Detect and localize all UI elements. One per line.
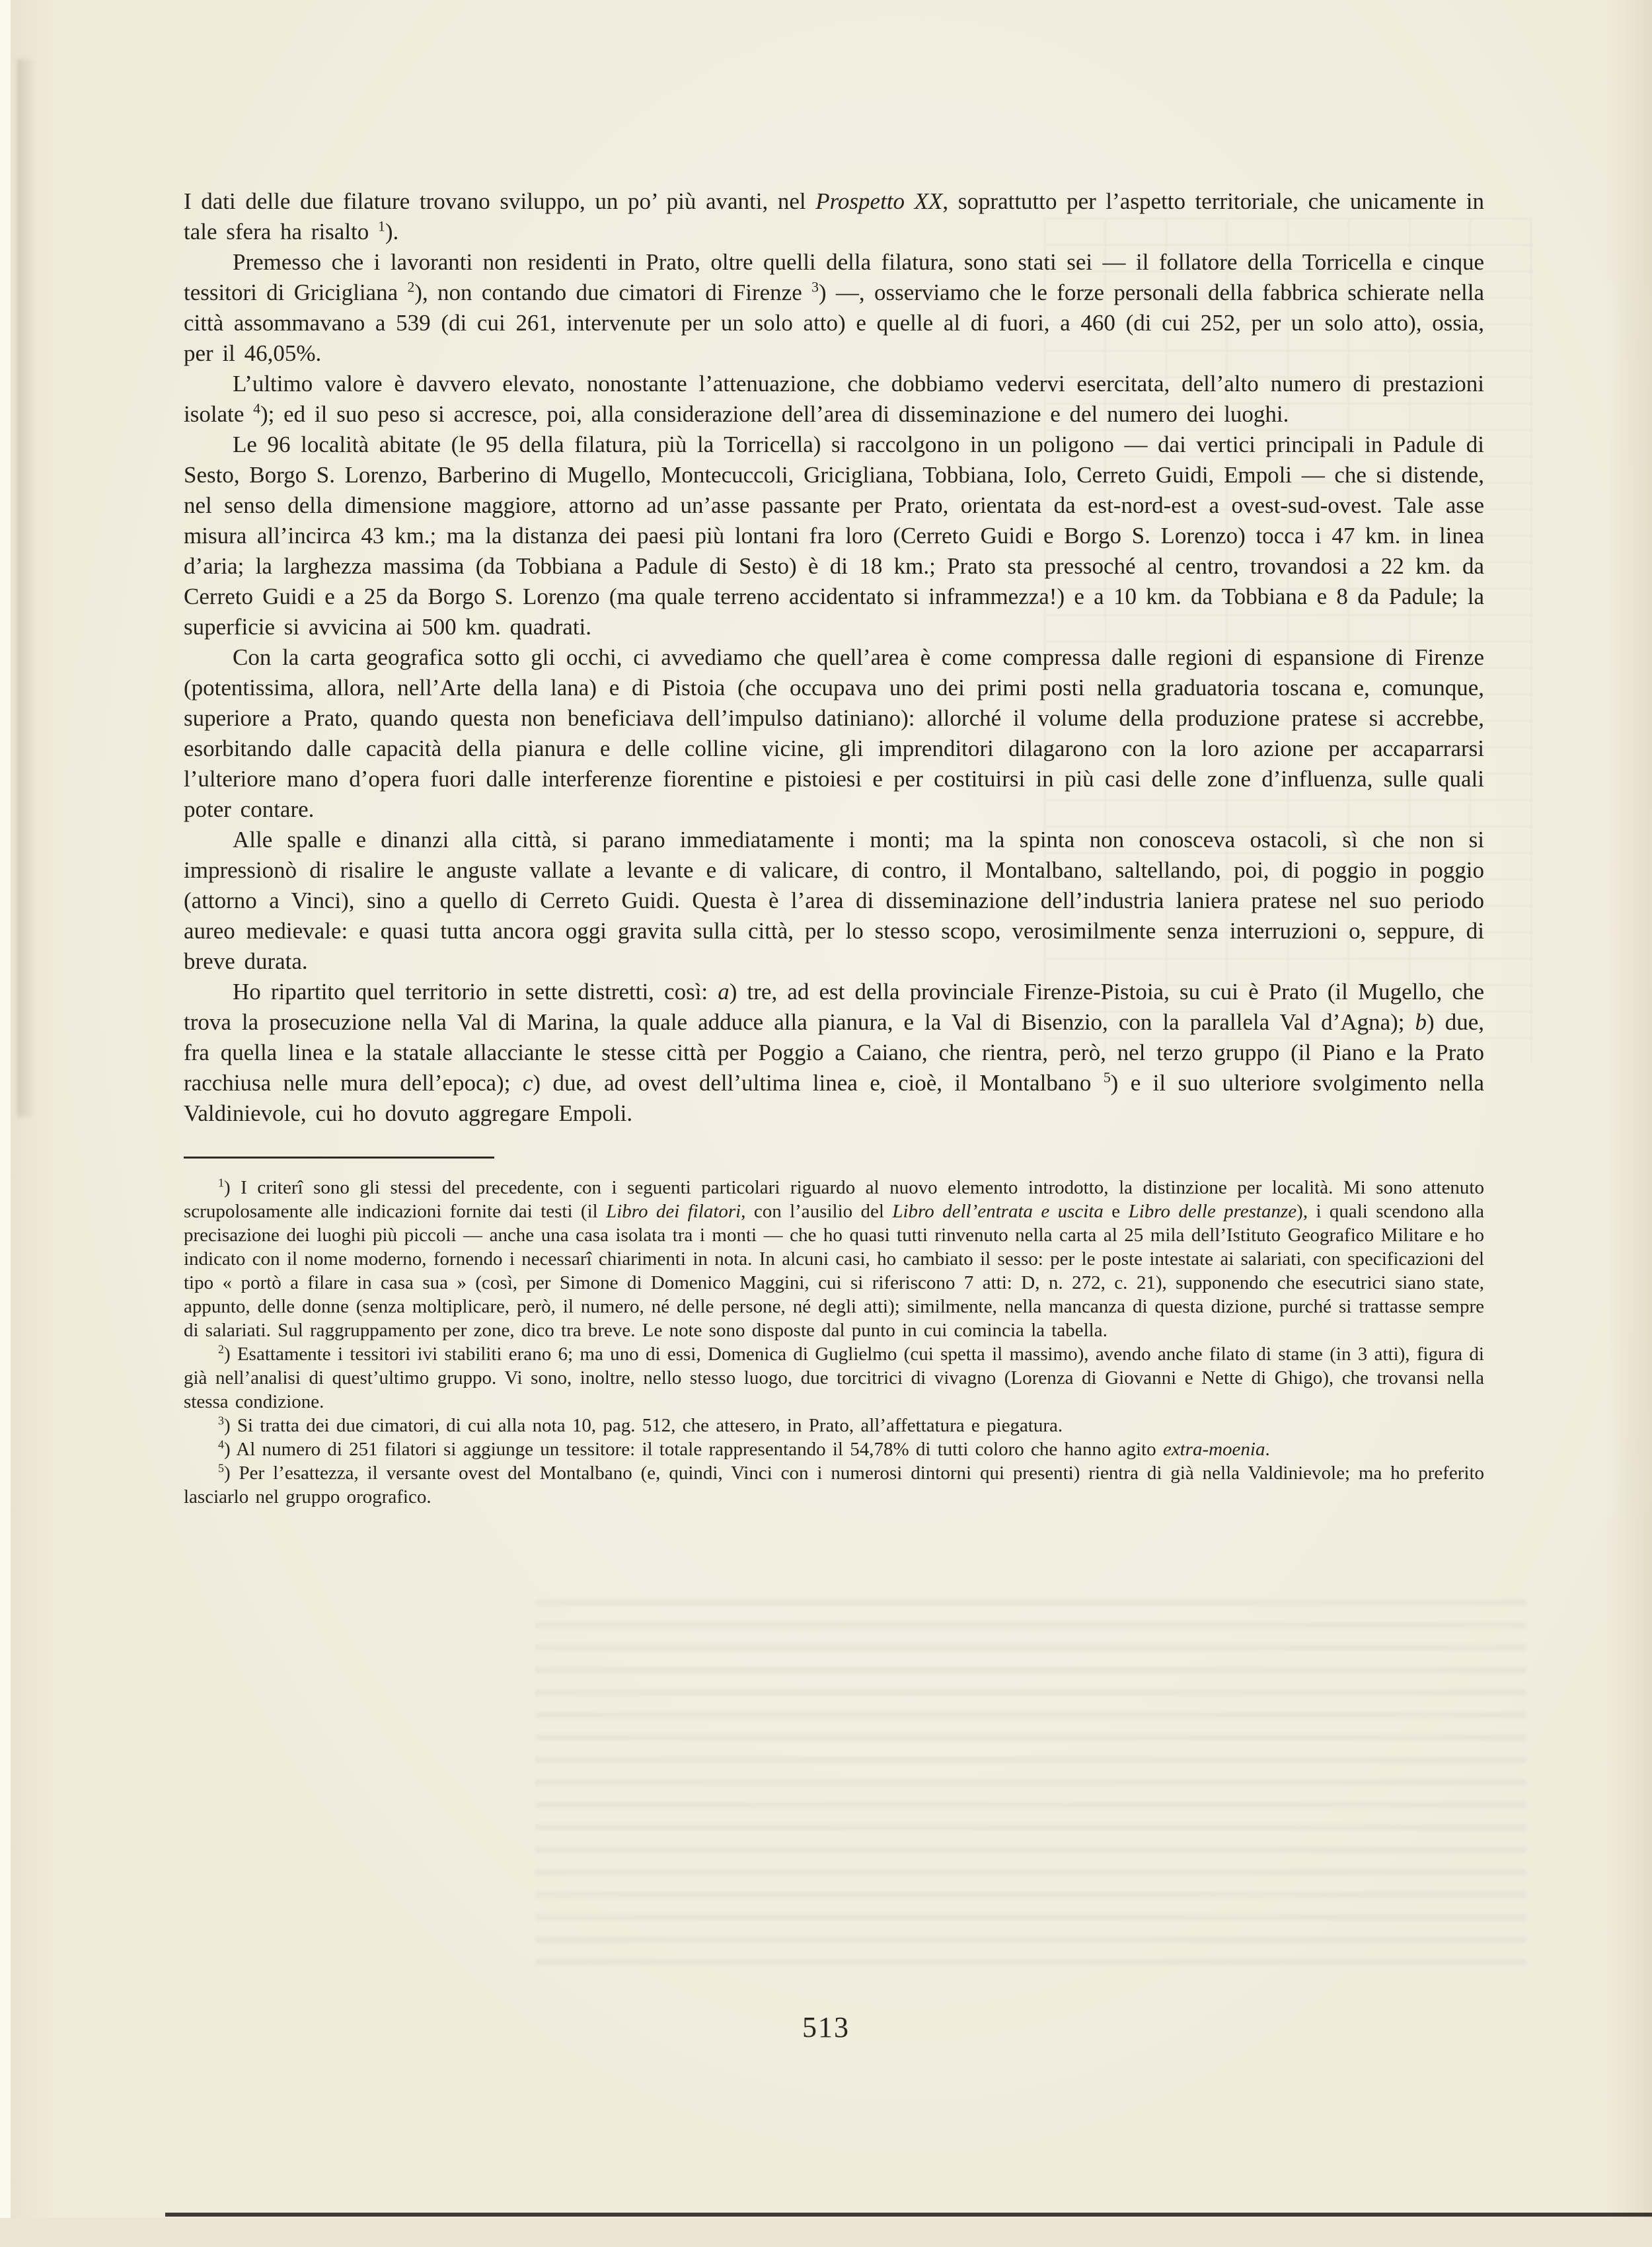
- paragraph: Ho ripartito quel territorio in sette distretti, così: a) tre, ad est della provinciale Firenze-Pistoia, su cui è Prato (il Mugello, che trova la prosecuzione nella Val di Marina, la quale adduce alla pianura, e la Val di Bisenzio, con la parallela Val d’Agna); b) due, fra quella linea e la statale allacciante le stesse città per Poggio a Caiano, che rientra, però, nel terzo gruppo (il Piano e la Prato racchiusa nelle mura dell’epoca); c) due, ad ovest dell’ultima linea e, cioè, il Montalbano $^5$) e il suo ulteriore svolgimento nella Valdinievole, cui ho dovuto aggregare Empoli.: [184, 979, 1484, 1126]
- text-run: Libro dei filatori: [606, 1201, 741, 1222]
- text-run: Libro delle prestanze: [1128, 1201, 1297, 1222]
- paragraph: I dati delle due filature trovano sviluppo, un po’ più avanti, nel Prospetto XX, soprattutto per l’aspetto territoriale, che unicamente in tale sfera ha risalto $^1$).: [184, 188, 1484, 245]
- paragraph: L’ultimo valore è davvero elevato, nonostante l’attenuazione, che dobbiamo vedervi esercitata, dell’alto numero di prestazioni isolate $^4$); ed il suo peso si accresce, poi, alla considerazione dell’area di disseminazione e del numero dei luoghi.: [184, 371, 1484, 427]
- text-run: 3: [811, 279, 819, 295]
- paragraph: $^3$) Si tratta dei due cimatori, di cui alla nota 10, pag. 512, che attesero, in Prato, all’affettatura e piegatura.: [218, 1414, 1063, 1436]
- text-run: 4: [218, 1437, 224, 1451]
- text-run: 2: [407, 279, 415, 295]
- paragraph: Premesso che i lavoranti non residenti in Prato, oltre quelli della filatura, sono stati sei — il follatore della Torricella e cinque tessitori di Gricigliana $^2$), non contando due cimatori di Firenze $^3$) —, osserviamo che le forze personali della fabbrica schierate nella città assommavano a 539 (di cui 261, intervenute per un solo atto) e quelle al di fuori, a 460 (di cui 252, per un solo atto), ossia, per il 46,05%.: [184, 249, 1484, 366]
- paragraph: $^2$) Esattamente i tessitori ivi stabiliti erano 6; ma uno di essi, Domenica di Guglielmo (cui spetta il massimo), avendo anche filato di stame (in 3 atti), figura di già nell’analisi di quest’ultimo gruppo. Vi sono, inoltre, nello stesso luogo, due torcitrici di vivagno (Lorenza di Giovanni e Nette di Ghigo), che trovansi nella stessa condizione.: [184, 1342, 1484, 1412]
- text-run: 3: [218, 1414, 224, 1428]
- reverse-page-show-through-text: [535, 1599, 1526, 1969]
- paragraph: $^5$) Per l’esattezza, il versante ovest del Montalbano (e, quindi, Vinci con i numerosi dintorni qui presenti) rientra di già nella Valdinievole; ma ho preferito lasciarlo nel gruppo orografico.: [184, 1461, 1484, 1507]
- text-run: 1: [378, 218, 385, 235]
- text-run: b: [1415, 1009, 1427, 1035]
- text-run: extra-moenia: [1162, 1439, 1265, 1460]
- paragraph: $^1$) I criterî sono gli stessi del precedente, con i seguenti particolari riguardo al nuovo elemento introdotto, la distinzione per località. Mi sono attenuto scrupolosamente alle indicazioni fornite dai testi (il Libro dei filatori, con l’ausilio del Libro dell’entrata e uscita e Libro delle prestanze), i quali scendono alla precisazione dei luoghi più piccoli — anche una casa isolata tra i monti — che ho quasi tutti rinvenuto nella carta al 25 mila dell’Istituto Geografico Militare e ho indicato con il nome moderno, fornendo i necessarî chiarimenti in nota. In alcuni casi, ho cambiato il sesso: per le poste intestate ai salariati, con specificazioni del tipo « portò a filare in casa sua » (così, per Simone di Domenico Maggini, cui si riferiscono 7 atti: D, n. 272, c. 21), supponendo che esecutrici siano state, appunto, delle donne (senza moltiplicare, però, il numero, né delle persone, né degli atti); similmente, nella mancanza di questa dizione, purché si trattasse sempre di salariati. Sul raggruppamento per zone, dico tra breve. Le note sono disposte dal punto in cui comincia la tabella.: [184, 1176, 1485, 1341]
- footnotes-block: [184, 1176, 1484, 1509]
- text-run: 5: [218, 1461, 224, 1475]
- text-run: 2: [218, 1342, 224, 1356]
- text-run: 5: [1103, 1069, 1111, 1086]
- paper-crease: [17, 59, 40, 1117]
- text-run: Libro dell’entrata e uscita: [892, 1201, 1104, 1222]
- text-run: c: [522, 1070, 533, 1096]
- page-number: 513: [802, 2011, 850, 2043]
- scan-edge-left: [0, 0, 11, 2247]
- text-run: a: [718, 979, 730, 1005]
- scan-edge-bottom-line: [165, 2213, 1652, 2217]
- text-run: 4: [253, 400, 260, 417]
- main-text-block: [184, 186, 1484, 1509]
- paragraph: Alle spalle e dinanzi alla città, si parano immediatamente i monti; ma la spinta non conosceva ostacoli, sì che non si impressionò di risalire le anguste vallate a levante e di valicare, di contro, il Montalbano, saltellando, poi, di poggio in poggio (attorno a Vinci), sino a quello di Cerreto Guidi. Questa è l’area di disseminazione dell’industria laniera pratese nel suo periodo aureo medievale: e quasi tutta ancora oggi gravita sulla città, per lo stesso scopo, verosimilmente senza interruzioni o, seppure, di breve durata.: [184, 827, 1484, 974]
- paragraph: Le 96 località abitate (le 95 della filatura, più la Torricella) si raccolgono in un poligono — dai vertici principali in Padule di Sesto, Borgo S. Lorenzo, Barberino di Mugello, Montecuccoli, Gricigliana, Tobbiana, Iolo, Cerreto Guidi, Empoli — che si distende, nel senso della dimensione maggiore, attorno ad un’asse passante per Prato, orientata da est-nord-est a ovest-sud-ovest. Tale asse misura all’incirca 43 km.; ma la distanza dei paesi più lontani fra loro (Cerreto Guidi e Borgo S. Lorenzo) tocca i 47 km. in linea d’aria; la larghezza massima (da Tobbiana a Padule di Sesto) è di 18 km.; Prato sta pressoché al centro, trovandosi a 22 km. da Cerreto Guidi e a 25 da Borgo S. Lorenzo (ma quale terreno accidentato si inframmezza!) e a 10 km. da Tobbiana e 8 da Padule; la superficie si avvicina ai 500 km. quadrati.: [184, 432, 1484, 640]
- paragraph: $^4$) Al numero di 251 filatori si aggiunge un tessitore: il totale rappresentando il 54,78% di tutti coloro che hanno agito extra-moenia.: [218, 1437, 1270, 1460]
- paragraph: Con la carta geografica sotto gli occhi, ci avvediamo che quell’area è come compressa dalle regioni di espansione di Firenze (potentissima, allora, nell’Arte della lana) e di Pistoia (che occupava uno dei primi posti nella graduatoria toscana e, comunque, superiore a Prato, quando questa non beneficiava dell’impulso datiniano): allorché il volume della produzione pratese si accrebbe, esorbitando dalle capacità della pianura e delle colline vicine, gli imprenditori dilagarono con la loro azione per accaparrarsi l’ulteriore mano d’opera fuori dalle interferenze fiorentine e pistoiesi e per costituirsi in più casi delle zone d’influenza, sulle quali poter contare.: [184, 644, 1484, 822]
- body-paragraphs: [184, 186, 1484, 1129]
- text-run: Prospetto XX: [815, 188, 943, 214]
- footnote-separator-rule: [184, 1157, 494, 1159]
- text-run: 1: [218, 1176, 224, 1190]
- scan-edge-bottom-paper: [0, 2218, 1652, 2247]
